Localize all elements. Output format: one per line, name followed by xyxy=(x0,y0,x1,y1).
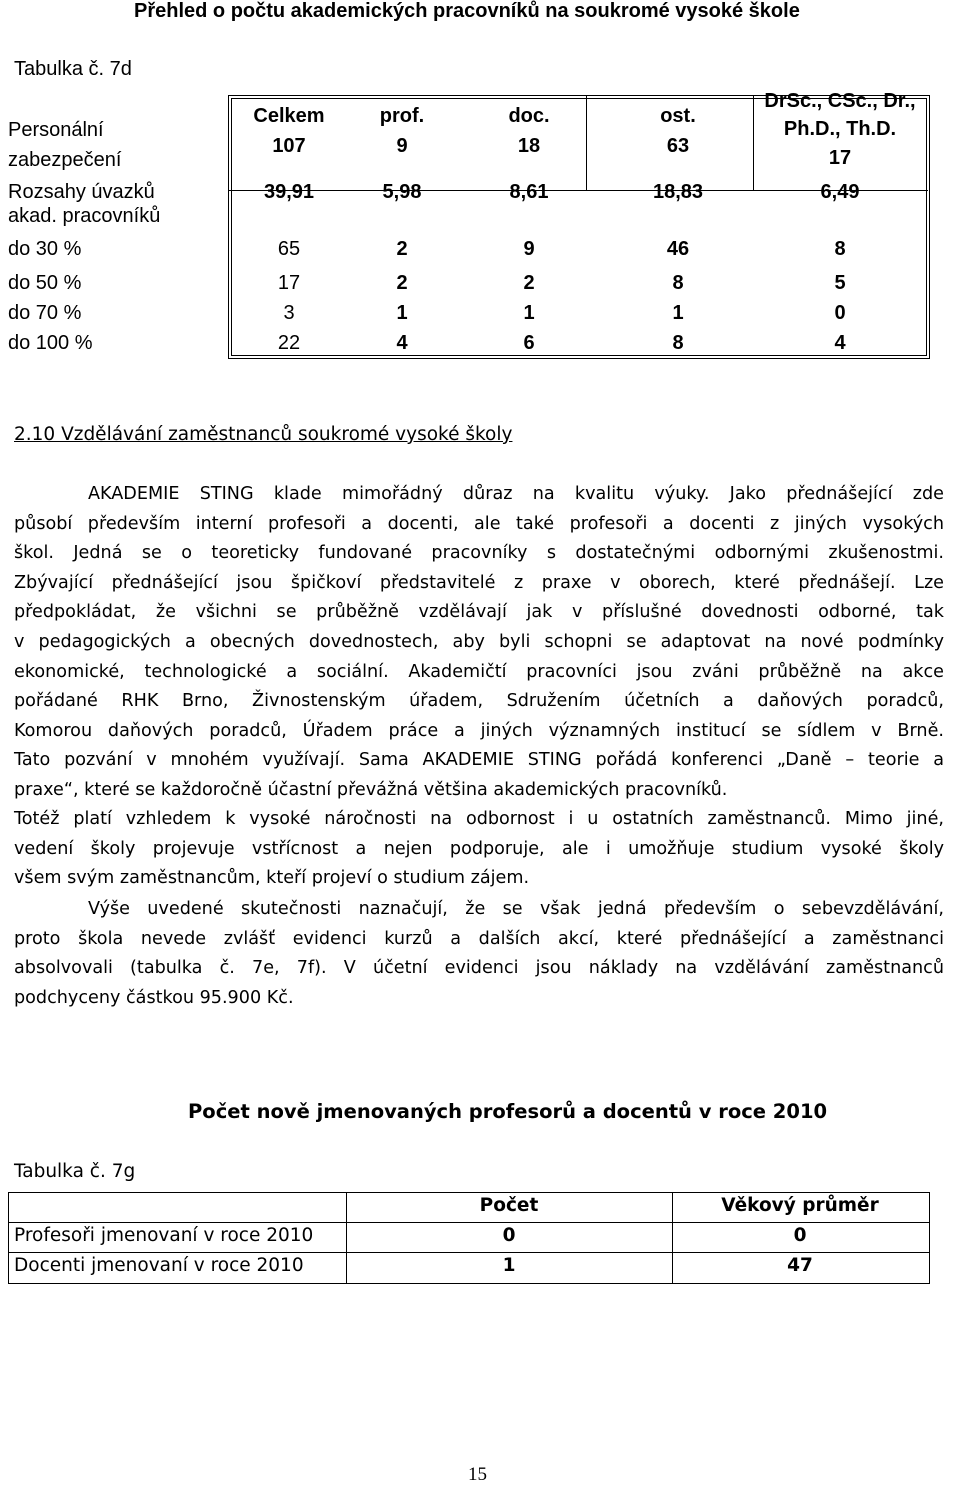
paragraph-line: škol. Jedná se o teoreticky fundované pracovníky s dostatečnými odbornými zkušenostmi. xyxy=(14,543,944,564)
paragraph-line: vedení školy projevuje vstřícnost a nejen podporuje, ale i umožňuje studium vysoké školy xyxy=(14,838,944,859)
table-cell: 0 xyxy=(793,1225,807,1246)
row-label-uvazky-2: akad. pracovníků xyxy=(8,205,161,227)
col-header-prof-count: 9 xyxy=(396,135,408,157)
paragraph-line: Výše uvedené skutečnosti naznačují, že se však jedná především o sebevzdělávání, xyxy=(88,899,944,919)
uvazky-doc: 8,61 xyxy=(509,181,549,203)
table-divider xyxy=(753,95,754,190)
table-divider xyxy=(8,1222,930,1223)
uvazky-prof: 5,98 xyxy=(382,181,422,203)
paragraph-line: Tato pozvání v mnohém využívají. Sama AKADEMIE STING pořádá konferenci „Daně – teorie a xyxy=(14,750,944,771)
table-7g-label: Tabulka č. 7g xyxy=(14,1161,136,1182)
col-header-doc-count: 18 xyxy=(517,135,541,157)
table-cell: 4 xyxy=(396,332,408,354)
col-header-ost: ost. xyxy=(660,105,696,127)
paragraph-line: proto škola nevede zvlášť evidenci kurzů a dalších akcí, které přednášející a zaměstnanci xyxy=(14,928,944,949)
table-cell: 17 xyxy=(277,272,301,294)
row-label-personal-2: zabezpečení xyxy=(8,149,122,171)
col-header-doc: doc. xyxy=(508,105,550,127)
table-cell: 8 xyxy=(834,238,846,260)
table-cell: 9 xyxy=(523,238,535,260)
row-label: Profesoři jmenovaní v roce 2010 xyxy=(14,1225,314,1246)
row-label: do 70 % xyxy=(8,302,82,324)
table-cell: 46 xyxy=(666,238,690,260)
paragraph-1 xyxy=(14,480,944,806)
paragraph-line: ekonomické, technologické a sociální. Akademičtí pracovníci jsou zváni průběžně na akce xyxy=(14,661,944,682)
paragraph-line: působí především interní profesoři a docenti, ale také profesoři a docenti z jiných vysokých xyxy=(14,513,944,534)
table-cell: 65 xyxy=(277,238,301,260)
table-cell: 2 xyxy=(396,238,408,260)
col-header-celkem-count: 107 xyxy=(272,135,306,157)
row-label: Docenti jmenovaní v roce 2010 xyxy=(14,1255,304,1276)
table-cell: 8 xyxy=(672,272,684,294)
row-label-uvazky-1: Rozsahy úvazků xyxy=(8,181,155,203)
table-cell: 2 xyxy=(396,272,408,294)
paragraph-line: Komorou daňových poradců, Úřadem práce a jiných významných institucí se sídlem v Brně. xyxy=(14,720,944,741)
table-cell: 1 xyxy=(523,302,535,324)
row-label: do 50 % xyxy=(8,272,82,294)
paragraph-line: podchyceny částkou 95.900 Kč. xyxy=(14,987,294,1008)
col-header-pocet: Počet xyxy=(479,1195,539,1216)
table-cell: 22 xyxy=(277,332,301,354)
table-cell: 6 xyxy=(523,332,535,354)
table-7g xyxy=(8,1192,930,1284)
table-cell: 4 xyxy=(834,332,846,354)
paragraph-line: AKADEMIE STING klade mimořádný důraz na kvalitu výuky. Jako přednášející zde xyxy=(88,484,944,504)
row-label-personal-1: Personální xyxy=(8,119,104,141)
table-divider xyxy=(586,95,587,190)
paragraph-line: v pedagogických a obecných dovednostech, aby byli schopni se adaptovat na nové podmínky xyxy=(14,631,944,652)
paragraph-line: předpokládat, že všichni se průběžně vzdělávají jak v příslušné dovednosti odborné, tak xyxy=(14,602,944,623)
uvazky-ost: 18,83 xyxy=(652,181,704,203)
col-header-degrees-1: DrSc., CSc., Dr., xyxy=(764,90,916,112)
table-7d xyxy=(8,90,930,359)
table-7d-label: Tabulka č. 7d xyxy=(14,58,132,80)
table-cell: 1 xyxy=(502,1255,516,1276)
page-number: 15 xyxy=(468,1464,487,1485)
section-heading: 2.10 Vzdělávání zaměstnanců soukromé vysoké školy xyxy=(14,424,513,445)
paragraph-line: Zbývající přednášející jsou špičkoví představitelé z praxe v oborech, které přednášejí. Lze xyxy=(14,572,944,593)
table-cell: 47 xyxy=(787,1255,813,1276)
table-cell: 5 xyxy=(834,272,846,294)
uvazky-degrees: 6,49 xyxy=(820,181,860,203)
col-header-ost-count: 63 xyxy=(666,135,690,157)
row-label: do 100 % xyxy=(8,332,93,354)
table-7g-title: Počet nově jmenovaných profesorů a docentů v roce 2010 xyxy=(188,1100,828,1123)
uvazky-celkem: 39,91 xyxy=(263,181,315,203)
col-header-celkem: Celkem xyxy=(253,105,325,127)
table-cell: 2 xyxy=(523,272,535,294)
table-divider xyxy=(8,1252,930,1253)
table-cell: 1 xyxy=(396,302,408,324)
table-cell: 0 xyxy=(834,302,846,324)
col-header-vek: Věkový průměr xyxy=(721,1195,879,1216)
table-cell: 0 xyxy=(502,1225,516,1246)
paragraph-line: všem svým zaměstnancům, kteří projeví o studium zájem. xyxy=(14,868,530,889)
paragraph-line: pořádané RHK Brno, Živnostenským úřadem, Sdružením účetních a daňových poradců, xyxy=(14,691,944,712)
paragraph-2 xyxy=(14,805,944,894)
paragraph-line: Totéž platí vzhledem k vysoké náročnosti na odbornost i u ostatních zaměstnanců. Mimo jiné, xyxy=(14,809,944,829)
paragraph-line: absolvovali (tabulka č. 7e, 7f). V účetní evidenci jsou náklady na vzdělávání zaměstnanců xyxy=(14,958,944,979)
paragraph-line: praxe“, které se každoročně účastní převážná většina akademických pracovníků. xyxy=(14,779,728,800)
table-cell: 1 xyxy=(672,302,684,324)
page-title: Přehled o počtu akademických pracovníků na soukromé vysoké škole xyxy=(134,0,800,22)
table-cell: 8 xyxy=(672,332,684,354)
col-header-degrees-count: 17 xyxy=(828,147,852,169)
col-header-prof: prof. xyxy=(379,105,425,127)
row-label: do 30 % xyxy=(8,238,82,260)
col-header-degrees-2: Ph.D., Th.D. xyxy=(783,118,897,140)
paragraph-3 xyxy=(14,895,944,1013)
table-cell: 3 xyxy=(283,302,295,324)
